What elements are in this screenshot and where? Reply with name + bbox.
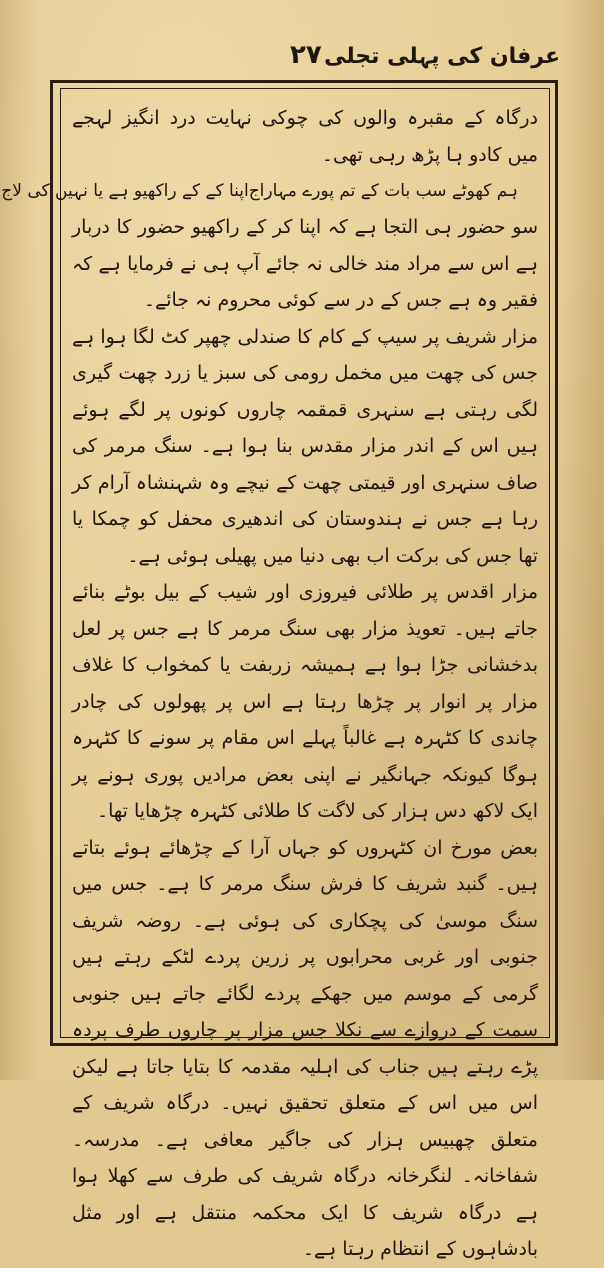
paragraph-3: مزار شریف پر سیپ کے کام کا صندلی چھپر کٹ لگا ہوا ہے جس کی چھت میں مخمل رومی کی سبز یا زرد چھت گیری لگی رہتی ہے سنہری قمقمہ چاروں کونوں پر لگے ہوئے ہیں اس کے اندر مزار مقدس بنا ہوا ہے۔ سنگ مرمر کی صاف سنہری اور قیمتی چھت کے نیچے وہ شہنشاہ آرام کر رہا ہے جس نے ہندوستان کی اندھیری محفل کو چمکا یا تھا جس کی برکت اب بھی دنیا میں پھیلی ہوئی ہے۔ [72, 325, 538, 567]
body-text [1, 100, 538, 1268]
page-number: ۲۷ [290, 40, 322, 70]
page-header [60, 38, 560, 82]
paragraph-5: بعض مورخ ان کٹہروں کو جہاں آرا کے چڑھائے ہوئے بتاتے ہیں۔ گنبد شریف کا فرش سنگ مرمر کا ہے۔ جس میں سنگ موسیٰ کی پچکاری کی ہوئی ہے۔ روضہ شریف جنوبی اور غربی محرابوں پر زرین پردے لٹکے رہتے ہیں گرمی کے موسم میں جھکے پردے لگائے جاتے ہیں جنوبی سمت کے دروازے سے نکلا جس مزار پر چاروں طرف پردہ پڑے رہتے ہیں جناب کی اہلیہ مقدمہ کا بتایا جاتا ہے لیکن اس میں اس کے متعلق تحقیق نہیں۔ درگاہ شریف کے متعلق چھبیس ہزار کی جاگیر معافی ہے۔ مدرسہ۔ شفاخانہ۔ لنگرخانہ درگاہ شریف کی طرف سے کھلا ہوا ہے درگاہ شریف کا ایک محکمہ منتقل ہے اور مثل بادشاہوں کے انتظام رہتا ہے۔ [72, 836, 538, 1260]
verse-second-half: اپنا کے کے راکھیو ہے یا نہیں کی لاج [1, 181, 249, 201]
paragraph-1: درگاہ کے مقبرہ والوں کی چوکی نہایت درد انگیز لہجے میں کادو ہا پڑھ رہی تھی۔ [72, 107, 538, 166]
paragraph-4: مزار اقدس پر طلائی فیروزی اور شیب کے بیل بوٹے بنائے جاتے ہیں۔ تعویذ مزار بھی سنگ مرمر کا ہے جس پر لعل بدخشانی جڑا ہوا ہے ہمیشہ زربفت یا کمخواب کا غلاف مزار پر انوار پر چڑھا رہتا ہے اس پر پھولوں کی چادر چاندی کا کٹہرہ ہے غالباً پہلے اس مقام پر سونے کا کٹہرہ ہوگا کیونکہ جہانگیر نے اپنی بعض مرادیں پوری ہونے پر ایک لاکھ دس ہزار کی لاگت کا طلائی کٹہرہ چڑھایا تھا۔ [72, 581, 538, 822]
verse-first-half: ہم کھوٹے سب بات کے تم پورے مہاراج [248, 181, 518, 201]
verse-couplet [1, 173, 538, 209]
paragraph-2: سو حضور ہی التجا ہے کہ اپنا کر کے راکھیو حضور کا دربار ہے اس سے مراد مند خالی نہ جائے آپ ہی نے فرمایا ہے کہ فقیر وہ ہے جس کے در سے کوئی محروم نہ جائے۔ [72, 216, 538, 311]
running-title: عرفان کی پہلی تجلی [324, 44, 560, 69]
